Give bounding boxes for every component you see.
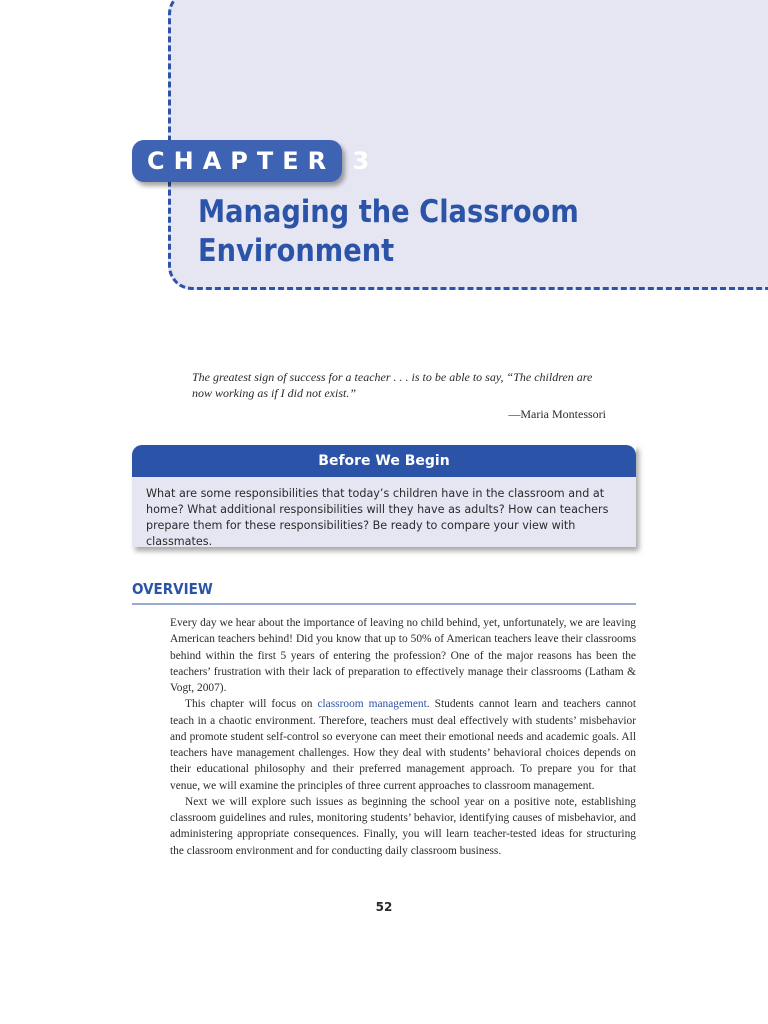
before-we-begin-body: What are some responsibilities that today’s children have in the classroom and at home? What additional responsibilities will they have as adults? How can teachers prepare them for these responsibilities? Be ready to compare your view with classmates. (132, 477, 636, 547)
overview-paragraph-2 (170, 696, 636, 794)
chapter-title-line-1: Managing the Classroom (198, 194, 579, 230)
epigraph-author: —Maria Montessori (508, 407, 606, 421)
before-we-begin-heading: Before We Begin (132, 445, 636, 477)
chapter-number-tab: CHAPTER 3 (132, 140, 342, 182)
chapter-title-line-2: Environment (198, 233, 395, 269)
overview-body (170, 615, 636, 859)
overview-paragraph-3: Next we will explore such issues as beginning the school year on a positive note, establishing classroom guidelines and rules, monitoring students’ behavior, identifying causes of misbehavior, and administering appropriate consequences. Finally, you will learn teacher-tested ideas for structuring the classroom environment and for conducting daily classroom business. (170, 795, 636, 857)
epigraph-quote: The greatest sign of success for a teacher . . . is to be able to say, “The children are now working as if I did not exist.” (192, 370, 593, 400)
page-number: 52 (375, 900, 393, 914)
before-we-begin-box (132, 445, 636, 547)
key-term-classroom-management: classroom management (317, 698, 427, 711)
chapter-title (198, 193, 656, 271)
overview-divider (132, 603, 636, 605)
overview-paragraph-2-rest: . Students cannot learn and teachers cannot teach in a chaotic environment. Therefore, teachers must deal effectively with students’ misbehavior and promote student self-control so everyone can meet their emotional needs and academic goals. All teachers have management challenges. How they deal with students’ behavioral choices depends on their educational philosophy and their preferred management approach. To prepare you for that venue, we will examine the principles of three current approaches to classroom management. (170, 698, 636, 792)
overview-paragraph-1: Every day we hear about the importance of leaving no child behind, yet, unfortunately, we are leaving American teachers behind! Did you know that up to 50% of American teachers leave their classrooms behind within the first 5 years of entering the profession? One of the major reasons has been the teachers’ frustration with their lack of preparation to effectively manage their classrooms (Latham & Vogt, 2007). (170, 617, 636, 694)
overview-heading: OVERVIEW (132, 580, 213, 598)
overview-paragraph-2-start: This chapter will focus on (185, 698, 318, 711)
